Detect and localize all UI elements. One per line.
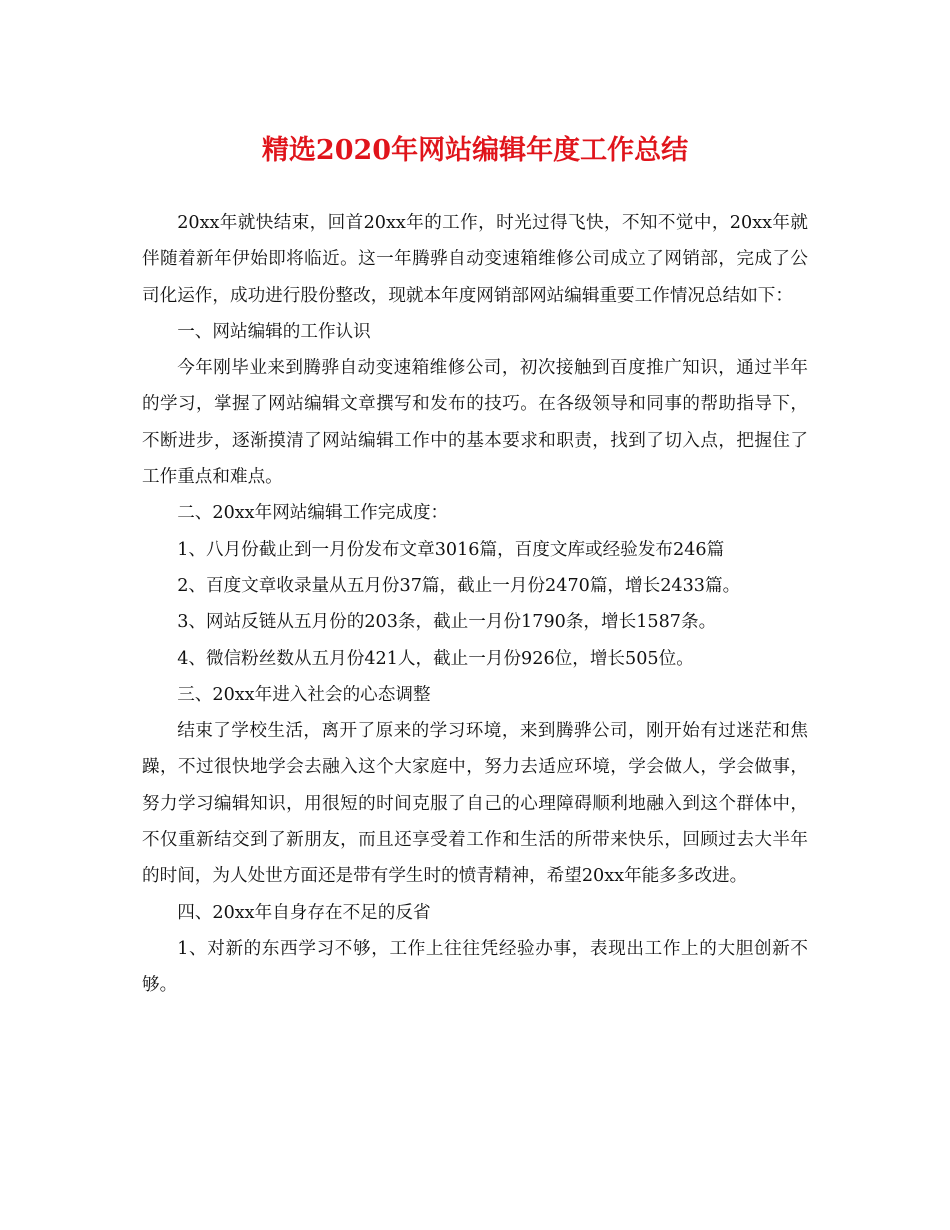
list-item: 4、微信粉丝数从五月份421人，截止一月份926位，增长505位。 bbox=[177, 648, 694, 669]
section-paragraph-1: 今年刚毕业来到腾骅自动变速箱维修公司，初次接触到百度推广知识，通过半年的学习，掌握了网站编辑文章撰写和发布的技巧。在各级领导和同事的帮助指导下，不断进步，逐渐摸清了网站编辑工作中的基本要求和职责，找到了切入点，把握住了工作重点和难点。 bbox=[142, 358, 808, 488]
list-item: 2、百度文章收录量从五月份37篇，截止一月份2470篇，增长2433篇。 bbox=[177, 575, 741, 596]
section-heading-3: 三、20xx年进入社会的心态调整 bbox=[177, 684, 431, 705]
section-heading-4: 四、20xx年自身存在不足的反省 bbox=[177, 902, 431, 923]
section-heading-2: 二、20xx年网站编辑工作完成度： bbox=[177, 503, 449, 524]
section-heading-1: 一、网站编辑的工作认识 bbox=[177, 321, 371, 342]
list-item: 1、对新的东西学习不够，工作上往往凭经验办事，表现出工作上的大胆创新不够。 bbox=[142, 938, 808, 996]
document-title: 精选2020年网站编辑年度工作总结 bbox=[261, 135, 689, 166]
intro-paragraph: 20xx年就快结束，回首20xx年的工作，时光过得飞快，不知不觉中，20xx年就伴随着新年伊始即将临近。这一年腾骅自动变速箱维修公司成立了网销部，完成了公司化运作，成功进行股份整改，现就本年度网销部网站编辑重要工作情况总结如下： bbox=[142, 213, 808, 306]
section-paragraph-3: 结束了学校生活，离开了原来的学习环境，来到腾骅公司，刚开始有过迷茫和焦躁，不过很快地学会去融入这个大家庭中，努力去适应环境，学会做人，学会做事，努力学习编辑知识，用很短的时间克服了自己的心理障碍顺利地融入到这个群体中，不仅重新结交到了新朋友，而且还享受着工作和生活的所带来快乐，回顾过去大半年的时间，为人处世方面还是带有学生时的愤青精神，希望20xx年能多多改进。 bbox=[142, 721, 808, 887]
document-body bbox=[142, 205, 808, 1004]
list-item: 3、网站反链从五月份的203条，截止一月份1790条，增长1587条。 bbox=[177, 612, 717, 633]
list-item: 1、八月份截止到一月份发布文章3016篇，百度文库或经验发布246篇 bbox=[177, 539, 725, 560]
